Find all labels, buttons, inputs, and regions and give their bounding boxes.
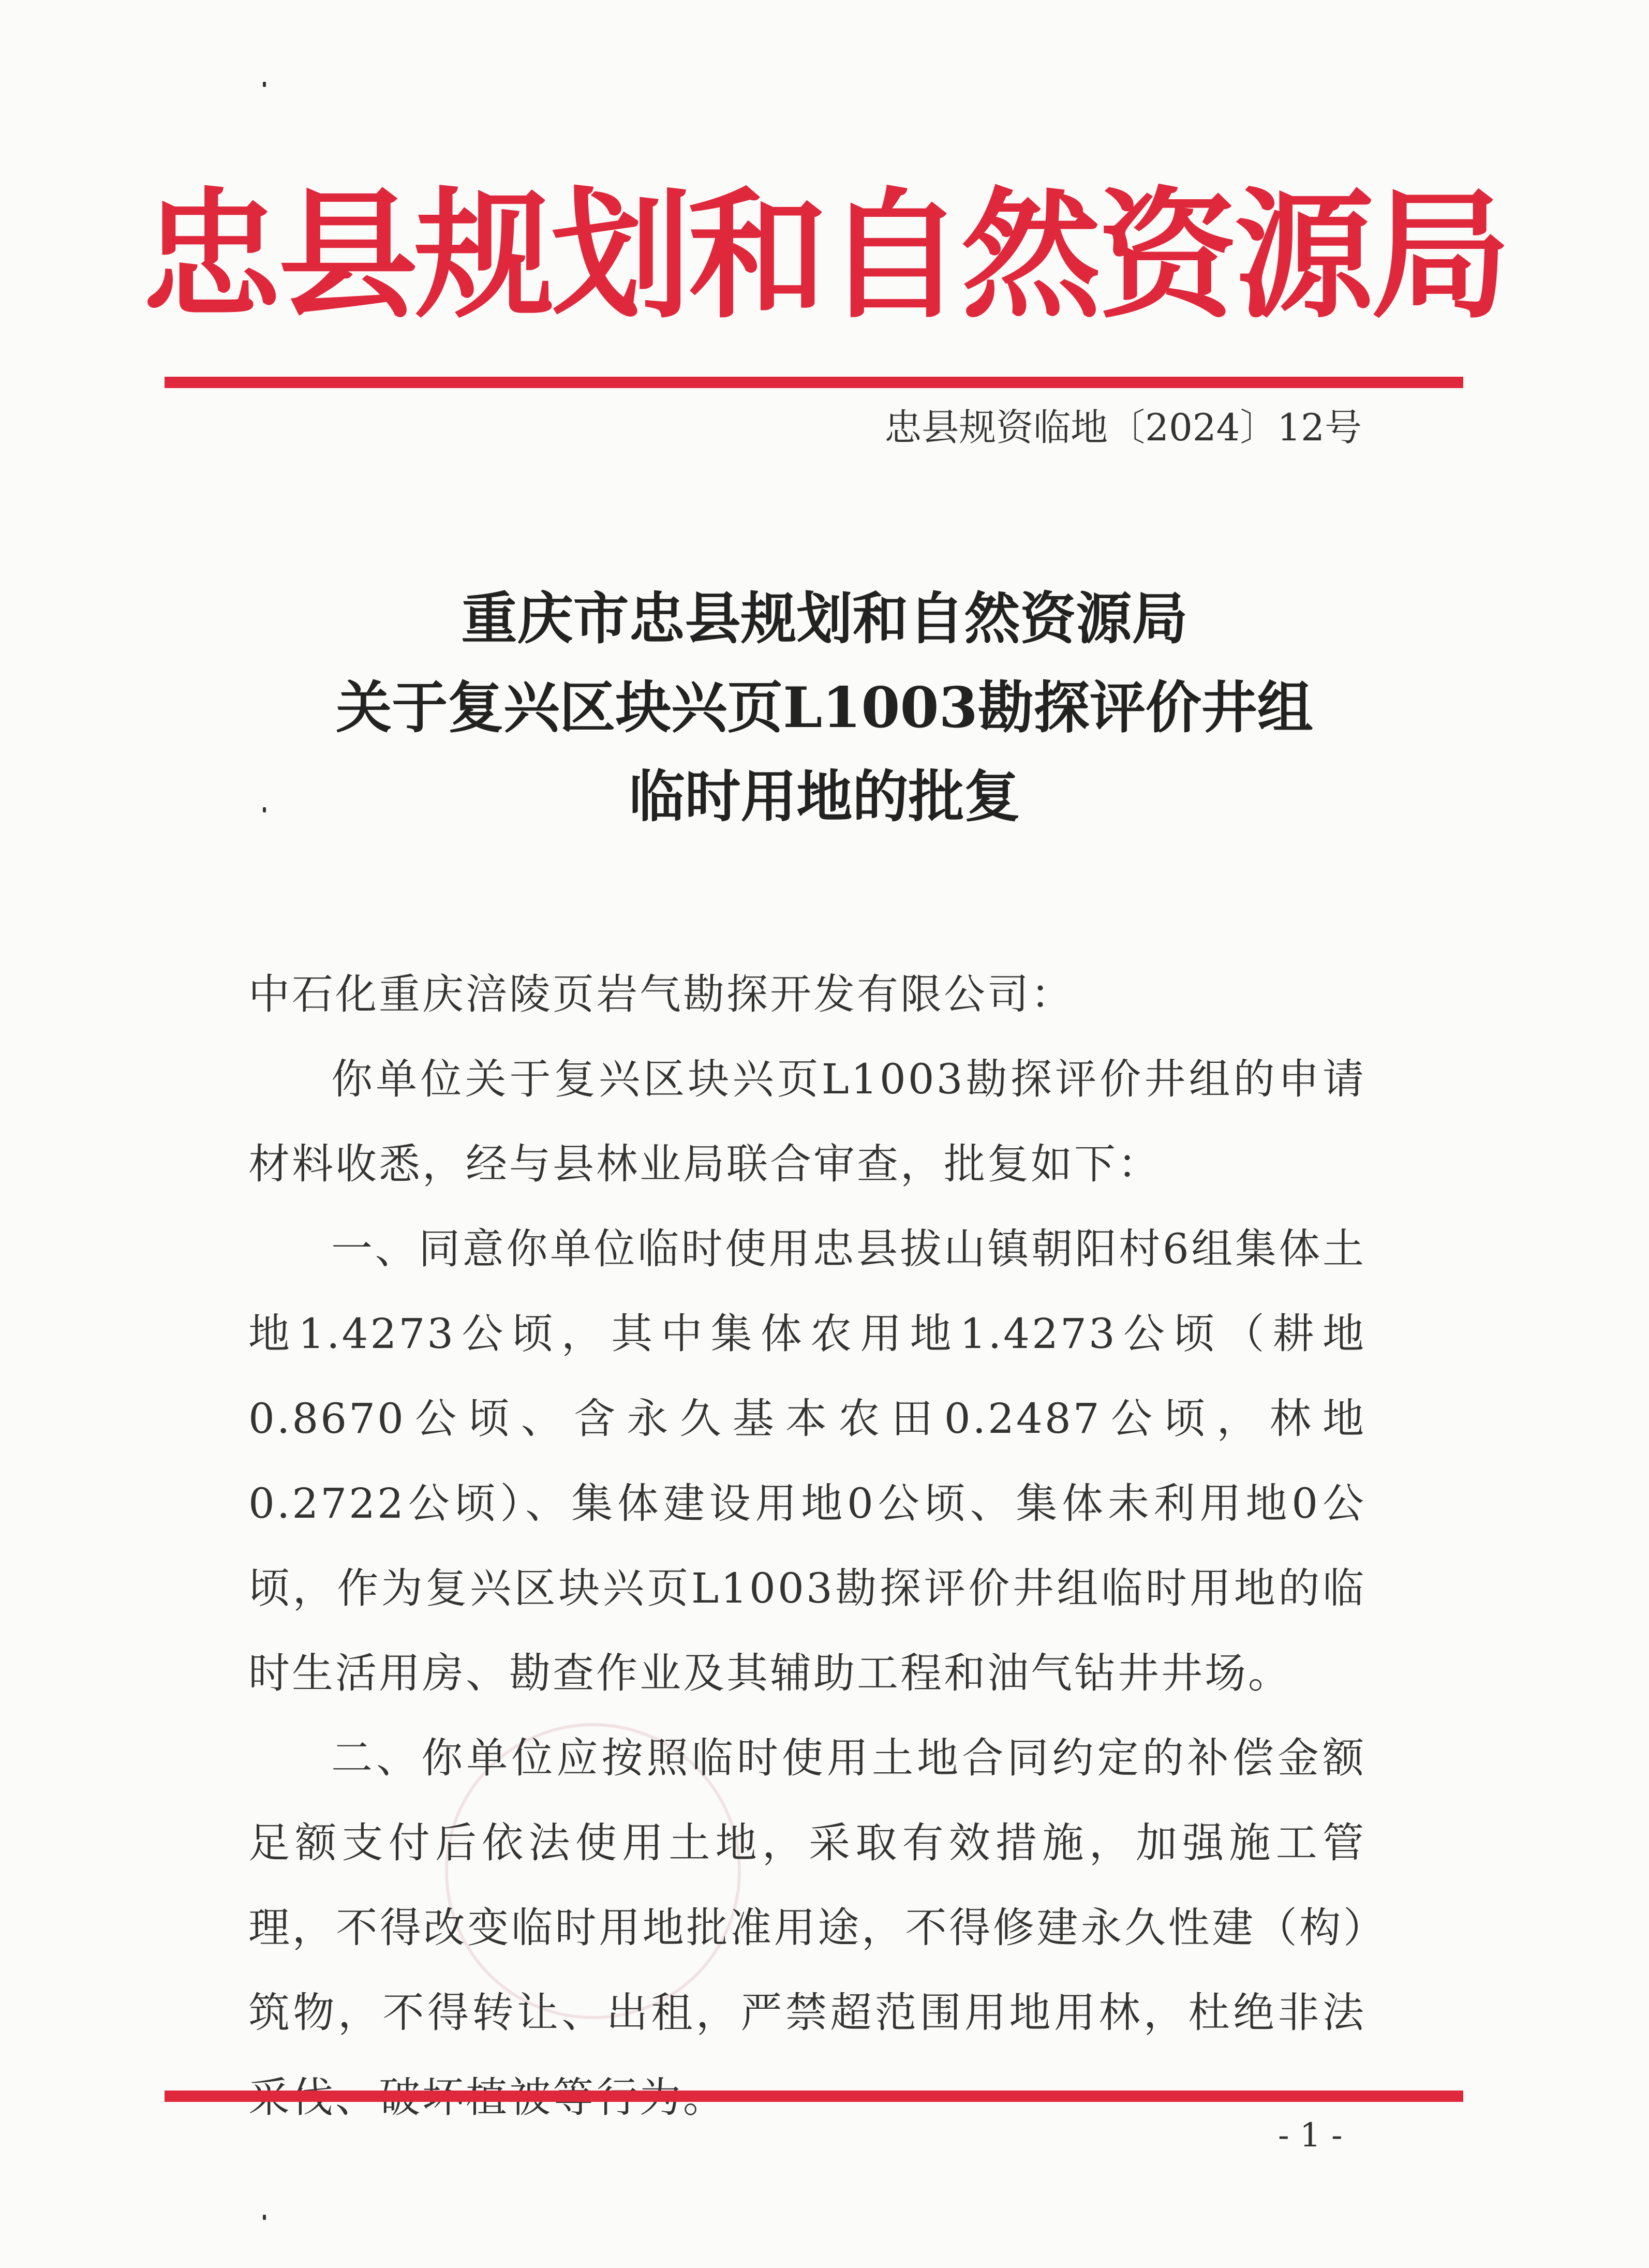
title-line-1: 重庆市忠县规划和自然资源局: [461, 586, 1188, 651]
title-line-2: 关于复兴区块兴页L1003勘探评价井组: [336, 675, 1313, 740]
addressee: 中石化重庆涪陵页岩气勘探开发有限公司：: [248, 970, 1074, 1018]
agency-header-title: 忠县规划和自然资源局: [141, 174, 1508, 337]
page-number: - 1 -: [1278, 2116, 1343, 2155]
title-line-3: 临时用地的批复: [629, 764, 1020, 829]
body-paragraph: 二、你单位应按照临时使用土地合同约定的补偿金额足额支付后依法使用土地，采取有效措施，加强施工管理，不得改变临时用地批准用途，不得修建永久性建（构）筑物，不得转让、出租，严禁超范围用地用林，杜绝非法: [248, 1734, 1366, 2037]
body-paragraph: 你单位关于复兴区块兴页L1003勘探评价井组的申请材料收悉，经与县林业局联合审查，批复如下：: [248, 1055, 1366, 1188]
scan-speck: [263, 82, 266, 87]
document-title: [0, 574, 1649, 841]
document-number: 忠县规资临地〔2024〕12号: [884, 406, 1362, 449]
header-red-rule: [165, 377, 1463, 388]
footer-red-rule: [165, 2091, 1463, 2102]
document-body: [248, 952, 1366, 2140]
body-paragraph: 一、同意你单位临时使用忠县拔山镇朝阳村6组集体土地1.4273公顷，其中集体农用地1.4273公顷（耕地0.8670公顷、含永久基本农田0.2487公顷，林地0.2722公顷）、集体建设用地0公顷、集体未利用地0公顷，作为复兴区块兴页L1003勘探评价井组临时用地的临时生活用房、勘查作业及其辅助工程和油气钻井井场。: [248, 1225, 1366, 1697]
scan-speck: [263, 2215, 266, 2220]
